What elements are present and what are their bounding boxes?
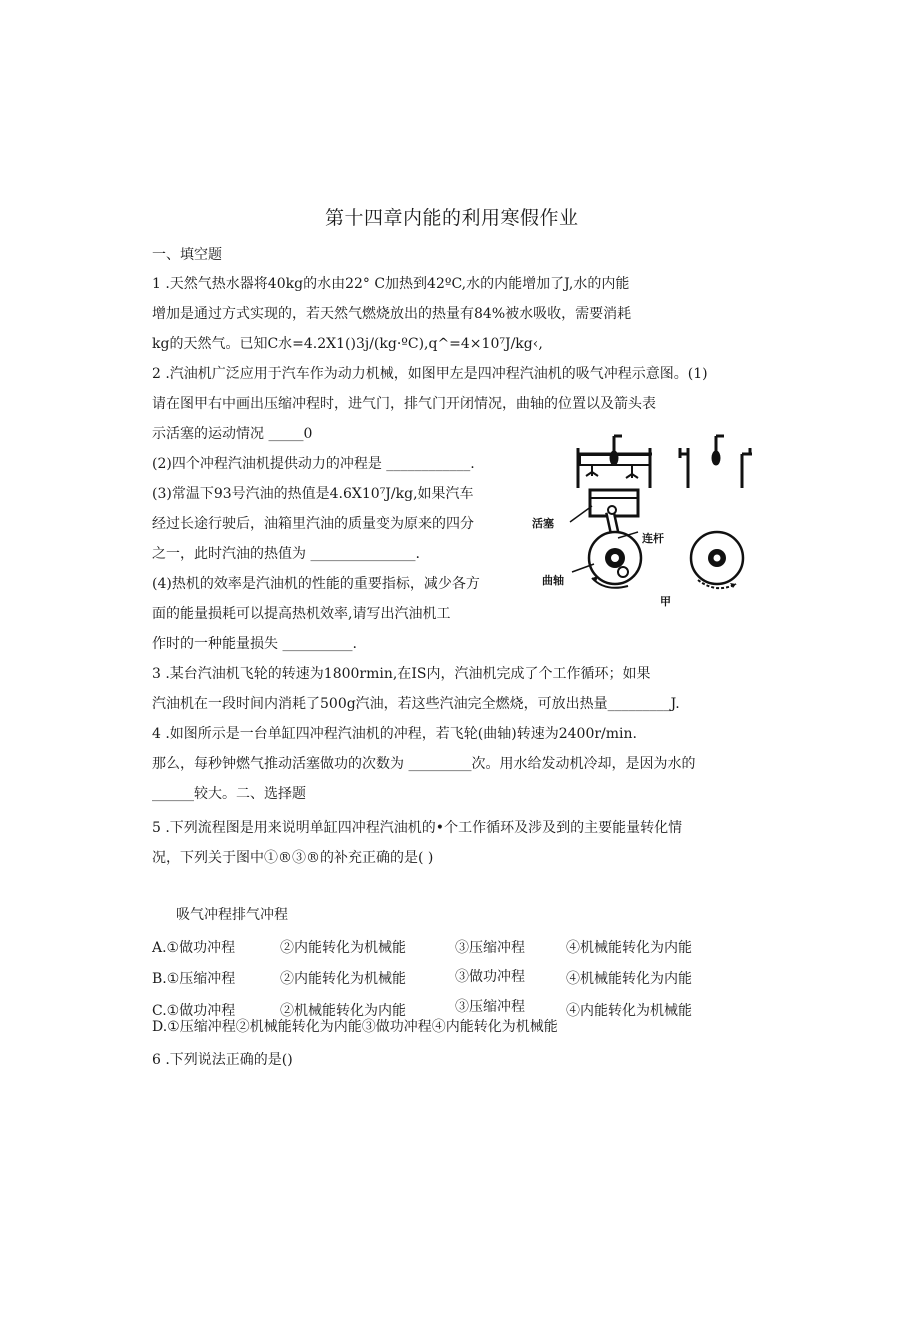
option-b-2: ②内能转化为机械能 — [280, 971, 406, 987]
label-piston: 活塞 — [532, 517, 554, 530]
option-a-1: A.①做功冲程 — [152, 940, 236, 956]
q2-line-3: 示活塞的运动情况 _____0 — [152, 426, 313, 442]
option-a-2: ②内能转化为机械能 — [280, 940, 406, 956]
q2-line-9: 面的能量损耗可以提高热机效率,请写出汽油机工 — [152, 606, 451, 622]
q2-line-10: 作时的一种能量损失 __________. — [152, 636, 357, 652]
option-b-4: ④机械能转化为内能 — [566, 971, 692, 987]
q2-line-5: (3)常温下93号汽油的热值是4.6X10⁷J/kg,如果汽车 — [152, 486, 474, 502]
q4-line-3: ______较大。二、选择题 — [152, 786, 306, 802]
q3-line-1: 3 .某台汽油机飞轮的转速为1800rmin,在IS内，汽油机完成了个工作循环；如果 — [152, 666, 651, 682]
right-engine-diagram — [680, 436, 752, 488]
page-title: 第十四章内能的利用寒假作业 — [325, 207, 579, 229]
q5-line-2: 况，下列关于图中①®③®的补充正确的是( ) — [152, 850, 434, 866]
option-b-1: B.①压缩冲程 — [152, 971, 236, 987]
q1-line-3: kg的天然气。已知C水=4.2X1()3j/(kg·ºC),q^=4×10⁷J/kg‹, — [152, 336, 543, 352]
q2-line-2: 请在图甲右中画出压缩冲程时，进气门，排气门开闭情况，曲轴的位置以及箭头表 — [152, 396, 656, 412]
q2-line-7: 之一，此时汽油的热值为 _______________. — [152, 546, 420, 562]
option-a-3: ③压缩冲程 — [455, 940, 525, 956]
engine-figure — [520, 428, 770, 610]
label-rod: 连杆 — [642, 532, 664, 545]
q1-line-2: 增加是通过方式实现的，若天然气燃烧放出的热量有84%被水吸收，需要消耗 — [152, 306, 632, 322]
q5-flowchart-text: 吸气冲程排气冲程 — [176, 907, 288, 923]
option-c-1: C.①做功冲程 — [152, 1003, 236, 1019]
q2-line-1: 2 .汽油机广泛应用于汽车作为动力机械，如图甲左是四冲程汽油机的吸气冲程示意图。(1) — [152, 366, 708, 382]
q3-line-2: 汽油机在一段时间内消耗了500g汽油，若这些汽油完全燃烧，可放出热量_________J. — [152, 696, 680, 712]
q6-line-1: 6 .下列说法正确的是() — [152, 1052, 293, 1068]
label-crank: 曲轴 — [542, 574, 564, 587]
q4-line-2: 那么，每秒钟燃气推动活塞做功的次数为 _________次。用水给发动机冷却，是因为水的 — [152, 756, 696, 772]
option-a-4: ④机械能转化为内能 — [566, 940, 692, 956]
q2-line-4: (2)四个冲程汽油机提供动力的冲程是 ____________. — [152, 456, 475, 472]
q1-line-1: 1 .天然气热水器将40kg的水由22° C加热到42ºC,水的内能增加了J,水的内能 — [152, 276, 630, 292]
q5-line-1: 5 .下列流程图是用来说明单缸四冲程汽油机的•个工作循环及涉及到的主要能量转化情 — [152, 820, 683, 836]
figure-caption: 甲 — [660, 595, 671, 608]
option-c-3: ③压缩冲程 — [455, 999, 525, 1015]
section-fill-blank: 一、填空题 — [152, 247, 222, 263]
q2-line-8: (4)热机的效率是汽油机的性能的重要指标，减少各方 — [152, 576, 480, 592]
q2-line-6: 经过长途行驶后，油箱里汽油的质量变为原来的四分 — [152, 516, 474, 532]
q4-line-1: 4 .如图所示是一台单缸四冲程汽油机的冲程，若飞轮(曲轴)转速为2400r/min. — [152, 726, 637, 742]
option-c-4: ④内能转化为机械能 — [566, 1003, 692, 1019]
option-b-3: ③做功冲程 — [455, 969, 525, 985]
option-d: D.①压缩冲程②机械能转化为内能③做功冲程④内能转化为机械能 — [152, 1019, 558, 1035]
option-c-2: ②机械能转化为内能 — [280, 1003, 406, 1019]
